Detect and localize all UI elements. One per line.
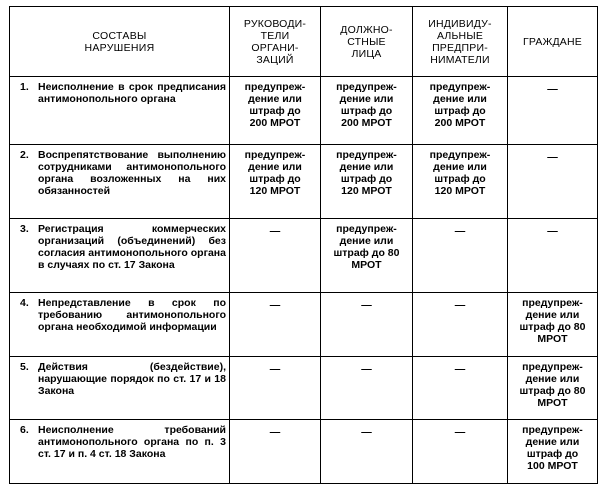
penalty-entrepreneurs: —: [413, 357, 508, 420]
penalty-officials: —: [321, 293, 413, 357]
violation-text: Регистрация коммерческих организаций (объединений) без согласия антимонопольного органа в случаях по ст. 17 Закона: [38, 223, 226, 271]
table-row: [10, 420, 598, 484]
header-violation-types: СОСТАВЫ НАРУШЕНИЯ: [10, 7, 230, 77]
penalty-heads: предупреж- дение или штраф до 120 МРОТ: [230, 145, 321, 219]
table-row: [10, 293, 598, 357]
header-row: [10, 7, 598, 77]
header-individual-entrepreneurs: ИНДИВИДУ- АЛЬНЫЕ ПРЕДПРИ- НИМАТЕЛИ: [413, 7, 508, 77]
penalty-entrepreneurs: —: [413, 293, 508, 357]
penalty-citizens: —: [508, 77, 598, 145]
penalty-entrepreneurs: предупреж- дение или штраф до 120 МРОТ: [413, 145, 508, 219]
penalty-officials: предупреж- дение или штраф до 120 МРОТ: [321, 145, 413, 219]
violation-cell: [10, 420, 230, 484]
violations-table: [9, 6, 598, 484]
violation-cell: [10, 293, 230, 357]
penalty-heads: предупреж- дение или штраф до 200 МРОТ: [230, 77, 321, 145]
penalty-citizens: предупреж- дение или штраф до 80 МРОТ: [508, 357, 598, 420]
header-officials: ДОЛЖНО- СТНЫЕ ЛИЦА: [321, 7, 413, 77]
penalty-heads: —: [230, 293, 321, 357]
row-number: 5.: [20, 361, 29, 373]
row-number: 6.: [20, 424, 29, 436]
violation-cell: [10, 145, 230, 219]
header-citizens: ГРАЖДАНЕ: [508, 7, 598, 77]
penalty-officials: предупреж- дение или штраф до 80 МРОТ: [321, 219, 413, 293]
penalty-heads: —: [230, 219, 321, 293]
penalty-entrepreneurs: —: [413, 219, 508, 293]
violation-cell: [10, 77, 230, 145]
violation-text: Неисполнение требований антимонопольного органа по п. 3 ст. 17 и п. 4 ст. 18 Закона: [38, 424, 226, 460]
penalty-officials: —: [321, 420, 413, 484]
header-heads-of-organizations: РУКОВОДИ- ТЕЛИ ОРГАНИ- ЗАЦИЙ: [230, 7, 321, 77]
violation-text: Действия (бездействие), нарушающие порядок по ст. 17 и 18 Закона: [38, 361, 226, 397]
penalty-citizens: —: [508, 219, 598, 293]
row-number: 3.: [20, 223, 29, 235]
table-row: [10, 219, 598, 293]
row-number: 1.: [20, 81, 29, 93]
penalty-officials: предупреж- дение или штраф до 200 МРОТ: [321, 77, 413, 145]
table-row: [10, 77, 598, 145]
violation-text: Непредставление в срок по требованию антимонопольного органа необходимой информации: [38, 297, 226, 333]
penalty-entrepreneurs: —: [413, 420, 508, 484]
violation-text: Неисполнение в срок предписания антимонопольного органа: [38, 81, 226, 105]
penalty-citizens: предупреж- дение или штраф до 100 МРОТ: [508, 420, 598, 484]
violation-cell: [10, 219, 230, 293]
penalty-citizens: предупреж- дение или штраф до 80 МРОТ: [508, 293, 598, 357]
penalty-heads: —: [230, 420, 321, 484]
penalty-citizens: —: [508, 145, 598, 219]
penalty-entrepreneurs: предупреж- дение или штраф до 200 МРОТ: [413, 77, 508, 145]
penalty-heads: —: [230, 357, 321, 420]
violation-cell: [10, 357, 230, 420]
row-number: 4.: [20, 297, 29, 309]
table-row: [10, 145, 598, 219]
table-row: [10, 357, 598, 420]
penalty-officials: —: [321, 357, 413, 420]
violation-text: Воспрепятствование выполнению сотрудниками антимонопольного органа возложенных на них обязанностей: [38, 149, 226, 197]
row-number: 2.: [20, 149, 29, 161]
